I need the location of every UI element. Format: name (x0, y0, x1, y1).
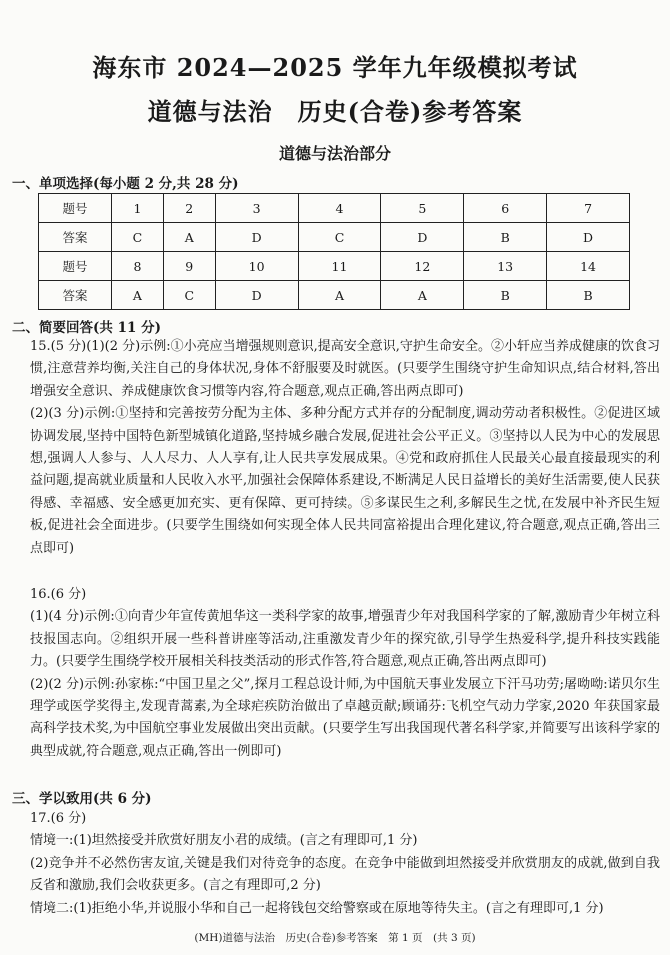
answer-table-cell: C (163, 281, 215, 310)
answer-table-cell: 5 (381, 194, 464, 223)
answer-table-cell: 13 (464, 252, 547, 281)
question-16-block (30, 584, 660, 763)
question-15-block (30, 336, 660, 560)
answer-table-row-label: 答案 (39, 223, 112, 252)
answer-table-cell: 9 (163, 252, 215, 281)
answer-table-cell: A (163, 223, 215, 252)
answer-table-cell: D (381, 223, 464, 252)
answer-table-cell: 6 (464, 194, 547, 223)
question-15-part1: 15.(5 分)(1)(2 分)示例:①小亮应当增强规则意识,提高安全意识,守护生命安全。②小轩应当养成健康的饮食习惯,注意营养均衡,关注自己的身体状况,身体不舒服要及时就医。(只要学生围绕守护生命知识点,结合材料,答出增强安全意识、养成健康饮食习惯等内容,符合题意,观点正确,答出两点即可) (30, 339, 660, 399)
answer-table-cell: 3 (215, 194, 298, 223)
answer-table-cell: 2 (163, 194, 215, 223)
answer-table-cell: 11 (298, 252, 381, 281)
answer-table-cell: B (547, 281, 630, 310)
answer-table-cell: 10 (215, 252, 298, 281)
answer-table-cell: 7 (547, 194, 630, 223)
question-17-scenario2: 情境二:(1)拒绝小华,并说服小华和自己一起将钱包交给警察或在原地等待失主。(言之有理即可,1 分) (30, 900, 604, 916)
part2-heading: 二、简要回答(共 11 分) (12, 320, 161, 336)
answer-table-cell: A (298, 281, 381, 310)
question-16-part1: (1)(4 分)示例:①向青少年宣传黄旭华这一类科学家的故事,增强青少年对我国科学家的了解,激励青少年树立科技报国志向。②组织开展一些科普讲座等活动,注重激发青少年的探究欲,引导学生热爱科学,提升科技实践能力。(只要学生围绕学校开展相关科技类活动的形式作答,符合题意,观点正确,答出两点即可) (30, 609, 660, 670)
answer-table-cell: D (547, 223, 630, 252)
question-17-block (30, 808, 660, 920)
answer-table-cell: 14 (547, 252, 630, 281)
part3-heading: 三、学以致用(共 6 分) (12, 791, 152, 807)
question-17-number: 17.(6 分) (30, 811, 87, 826)
answer-table-cell: D (215, 281, 298, 310)
question-15-part2: (2)(3 分)示例:①坚持和完善按劳分配为主体、多种分配方式并存的分配制度,调动劳动者积极性。②促进区域协调发展,坚持中国特色新型城镇化道路,坚持城乡融合发展,促进社会公平正义。③坚持以人民为中心的发展思想,强调人人参与、人人尽力、人人享有,让人民共享发展成果。④党和政府抓住人民最关心最直接最现实的利益问题,提高就业质量和人民收入水平,加强社会保障体系建设,不断满足人民日益增长的美好生活需要,使人民获得感、幸福感、安全感更加充实、更有保障、更可持续。⑤多谋民生之利,多解民生之忧,在发展中补齐民生短板,促进社会全面进步。(只要学生围绕如何实现全体人民共同富裕提出合理化建议,符合题意,观点正确,答出三点即可) (30, 406, 660, 556)
answer-table-cell: 4 (298, 194, 381, 223)
answer-table-row (39, 223, 630, 252)
part1-heading: 一、单项选择(每小题 2 分,共 28 分) (12, 176, 239, 192)
answer-table-cell: B (464, 281, 547, 310)
answer-table-row (39, 252, 630, 281)
answer-table-cell: B (464, 223, 547, 252)
answer-table-cell: C (298, 223, 381, 252)
exam-title: 海东市 2024—2025 学年九年级模拟考试 (92, 53, 578, 82)
question-17-scenario1: 情境一:(1)坦然接受并欣赏好朋友小君的成绩。(言之有理即可,1 分) (30, 833, 418, 849)
answer-table-row (39, 281, 630, 310)
section-title: 道德与法治部分 (278, 144, 391, 163)
answer-table-cell: 8 (112, 252, 164, 281)
answer-table-cell: C (112, 223, 164, 252)
answer-table-cell: D (215, 223, 298, 252)
answer-table-cell: A (381, 281, 464, 310)
question-17-scenario1-part2: (2)竞争并不必然伤害友谊,关键是我们对待竞争的态度。在竞争中能做到坦然接受并欣赏朋友的成就,做到自我反省和激励,我们会收获更多。(言之有理即可,2 分) (30, 855, 660, 894)
answer-table (38, 193, 630, 310)
answer-table-cell: 12 (381, 252, 464, 281)
answer-table-cell: 1 (112, 194, 164, 223)
answer-table-row (39, 194, 630, 223)
page-footer: (MH)道德与法治 历史(合卷)参考答案 第 1 页 (共 3 页) (194, 932, 476, 944)
question-16-number: 16.(6 分) (30, 587, 87, 602)
answer-table-row-label: 题号 (39, 194, 112, 223)
question-16-part2: (2)(2 分)示例:孙家栋:“中国卫星之父”,探月工程总设计师,为中国航天事业发展立下汗马功劳;屠呦呦:诺贝尔生理学或医学奖得主,发现青蒿素,为全球疟疾防治做出了卓越贡献;顾诵芬:飞机空气动力学家,2020 年获国家最高科学技术奖,为中国航空事业发展做出突出贡献。(只要学生写出我国现代著名科学家,并简要写出该科学家的典型成就,符合题意,观点正确,答出一例即可) (30, 676, 660, 759)
exam-subtitle: 道德与法治 历史(合卷)参考答案 (147, 97, 523, 126)
answer-table-cell: A (112, 281, 164, 310)
answer-table-row-label: 答案 (39, 281, 112, 310)
answer-table-row-label: 题号 (39, 252, 112, 281)
